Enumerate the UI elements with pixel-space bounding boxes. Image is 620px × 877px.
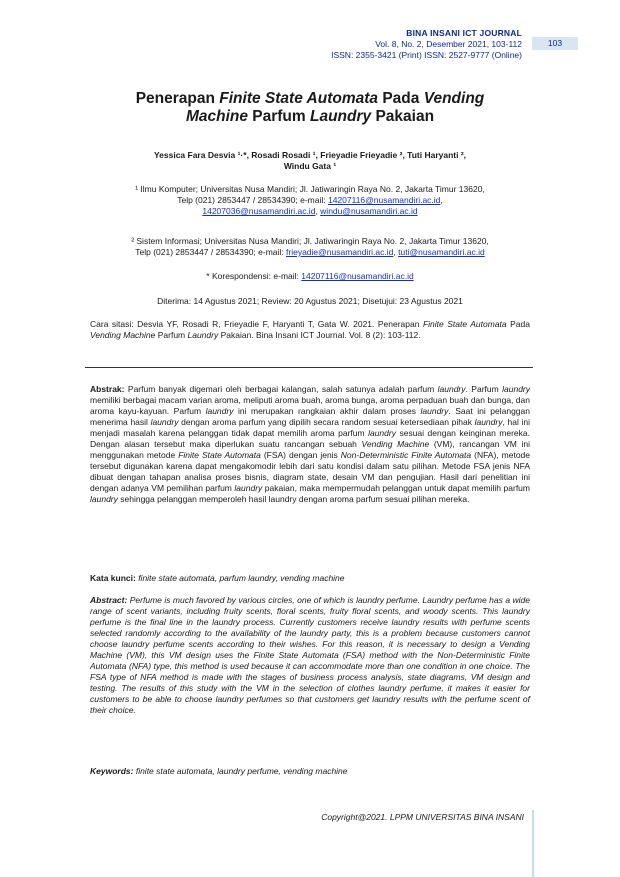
email-link[interactable]: windu@nusamandiri.ac.id xyxy=(320,206,418,216)
abstrak-italic: Finite State Automata xyxy=(178,450,261,460)
divider xyxy=(85,367,533,368)
abstract-paragraph xyxy=(90,595,530,716)
citation-text: Parfum xyxy=(155,330,188,340)
title-line-1 xyxy=(0,90,620,108)
keywords xyxy=(90,766,530,777)
kata-kunci xyxy=(90,573,530,584)
separator: , xyxy=(440,195,443,205)
abstrak-text: memiliki berbagai macam varian aroma, meliputi aroma buah, aroma bunga, aroma perpaduan buah dan bunga, dan aroma kayu-kayuan. Parfum xyxy=(90,395,530,416)
title-text: Pakaian xyxy=(371,108,435,125)
footer-accent-line xyxy=(532,810,534,877)
abstrak-italic: laundry xyxy=(205,406,234,416)
authors-line-1: Yessica Fara Desvia ¹·*, Rosadi Rosadi ¹, Frieyadie Frieyadie ², Tuti Haryanti ², xyxy=(153,150,467,160)
email-link[interactable]: 14207036@nusamandiri.ac.id xyxy=(202,206,316,216)
abstrak-paragraph xyxy=(90,384,530,505)
abstrak-text: ini merupakan rangkaian akhir dalam proses xyxy=(233,406,421,416)
affiliation-2-line-1: ² Sistem Informasi; Universitas Nusa Mandiri; Jl. Jatiwaringin Raya No. 2, Jakarta Timur 13620, xyxy=(131,236,489,246)
abstrak-italic: laundry xyxy=(474,417,503,427)
affiliation-text: Telp (021) 2853447 / 28534390; e-mail: xyxy=(135,247,287,257)
citation-text: Pada xyxy=(506,319,530,329)
author-list xyxy=(0,150,620,172)
affiliation-2 xyxy=(0,236,620,258)
abstrak-italic: Non-Deterministic Finite Automata xyxy=(340,450,472,460)
affiliation-text: Telp (021) 2853447 / 28534390; e-mail: xyxy=(177,195,328,205)
kata-kunci-label: Kata kunci: xyxy=(90,573,136,583)
citation-italic: Vending Machine xyxy=(90,330,156,340)
citation xyxy=(90,319,530,341)
page-number: 103 xyxy=(532,37,578,50)
citation-text: Cara sitasi: Desvia YF, Rosadi R, Frieyadie F, Haryanti T, Gata W. 2021. Penerapan xyxy=(90,319,423,329)
title-text: Penerapan xyxy=(135,90,220,107)
citation-italic: Finite State Automata xyxy=(422,319,507,329)
abstrak-label: Abstrak: xyxy=(90,384,125,394)
abstrak-text: pakaian, maka mempermudah pelanggan untuk dapat memilih parfum xyxy=(262,483,530,493)
authors-line-2: Windu Gata ¹ xyxy=(283,161,337,171)
keywords-text: finite state automata, laundry perfume, vending machine xyxy=(133,766,348,776)
abstrak-text: Parfum banyak digemari oleh berbagai kalangan, salah satunya adalah parfum xyxy=(124,384,438,394)
email-link[interactable]: frieyadie@nusamandiri.ac.id xyxy=(286,247,394,257)
citation-italic: Laundry xyxy=(187,330,219,340)
separator: , xyxy=(315,206,321,216)
submission-dates: Diterima: 14 Agustus 2021; Review: 20 Agustus 2021; Disetujui: 23 Agustus 2021 xyxy=(157,296,463,306)
abstract-text: Perfume is much favored by various circles, one of which is laundry perfume. Laundry perfume has a wide range of scent variants, including fruity scents, floral scents, fruity floral scents, and woody scents. This laundry perfume is the final line in the laundry process. Currently customers receive laundry results with perfume scents selected randomly according to the availability of the laundry party, this is a problem because customers cannot choose laundry perfume scents according to their wishes. For this reason, it is necessary to design a Vending Machine (VM), this VM design uses the Finite State Automata (FSA) method with the Non-Deterministic Finite Automata (NFA) type, this method is used because it can accommodate more than one condition in one choice. The FSA type of NFA method is made with the stages of business process analysis, state diagrams, VM design and testing. The results of this study with the VM in the selection of clothes laundry perfume, it makes it easier for customers to be able to choose laundry perfumes so that customers get laundry results with the perfume scent of their choice. xyxy=(90,595,530,715)
abstrak-italic: laundry xyxy=(90,494,118,504)
abstrak-text: (VM), rancangan VM ini menggunakan metode xyxy=(90,439,530,460)
kata-kunci-text: finite state automata, parfum laundry, vending machine xyxy=(135,573,345,583)
abstrak-text: dengan aroma parfum yang dipilih secara random sesuai ketersediaan pihak xyxy=(178,417,475,427)
email-link[interactable]: 14207116@nusamandiri.ac.id xyxy=(327,195,441,205)
journal-name: BINA INSANI ICT JOURNAL xyxy=(406,28,522,38)
title-italic: Laundry xyxy=(309,108,372,125)
affiliation-1-line-1: ¹ Ilmu Komputer; Universitas Nusa Mandiri; Jl. Jatiwaringin Raya No. 2, Jakarta Timur 13620, xyxy=(135,184,485,194)
abstrak-text: sehingga pelanggan memperoleh hasil laundry dengan aroma parfum sesuai pilihan mereka. xyxy=(117,494,470,504)
keywords-label: Keywords: xyxy=(90,766,134,776)
abstrak-text: (FSA) dengan jenis xyxy=(260,450,341,460)
affiliation-1 xyxy=(0,184,620,217)
abstrak-italic: laundry xyxy=(150,417,179,427)
copyright-footer: Copyright@2021. LPPM UNIVERSITAS BINA INSANI xyxy=(321,812,524,822)
affiliation-1-line-2 xyxy=(0,195,620,206)
correspondence-label: * Korespondensi: e-mail: xyxy=(206,271,302,281)
abstrak-italic: laundry xyxy=(368,428,396,438)
abstrak-text: sesuai dengan keinginan mereka. Dengan alasan tersebut maka diperlukan suatu rancangan sebuah xyxy=(90,428,530,449)
paper-title xyxy=(0,90,620,126)
title-italic: Vending xyxy=(423,90,485,107)
abstrak-italic: laundry xyxy=(502,384,531,394)
email-link[interactable]: 14207116@nusamandiri.ac.id xyxy=(301,271,414,281)
title-line-2 xyxy=(0,108,620,126)
abstrak-text: , hal ini menjadi masalah karena pelanggan tidak dapat memilih aroma parfum xyxy=(90,417,530,438)
abstrak-text: . Parfum xyxy=(465,384,503,394)
journal-volume: Vol. 8, No. 2, Desember 2021, 103-112 xyxy=(375,39,522,49)
title-text: Parfum xyxy=(247,108,310,125)
title-text: Pada xyxy=(378,90,424,107)
abstrak-italic: laundry xyxy=(234,483,263,493)
abstrak-italic: laundry xyxy=(420,406,449,416)
title-italic: Finite State Automata xyxy=(219,90,379,107)
email-link[interactable]: tuti@nusamandiri.ac.id xyxy=(398,247,485,257)
affiliation-1-line-3 xyxy=(0,206,620,217)
citation-text: Pakaian. Bina Insani ICT Journal. Vol. 8 (2): 103-112. xyxy=(218,330,421,340)
abstrak-text: . Saat ini pelanggan menerima hasil xyxy=(90,406,530,427)
affiliation-2-line-2 xyxy=(0,247,620,258)
abstrak-italic: Vending Machine xyxy=(361,439,430,449)
journal-issn: ISSN: 2355-3421 (Print) ISSN: 2527-9777 (Online) xyxy=(331,50,522,60)
separator: , xyxy=(393,247,399,257)
abstrak-text: (NFA), metode tersebut digunakan karena dapat mengakomodir lebih dari satu kondisi dalam satu pilihan. Metode FSA jenis NFA dibuat dengan tahapan analisa proses bisnis, diagram state, desain VM dan pengujian. Hasil dari penelitian ini dengan adanya VM pemilihan parfum xyxy=(90,450,530,493)
abstrak-italic: laundry xyxy=(437,384,466,394)
abstract-label: Abstract: xyxy=(90,595,128,605)
title-italic: Machine xyxy=(185,108,248,125)
correspondence xyxy=(0,271,620,282)
